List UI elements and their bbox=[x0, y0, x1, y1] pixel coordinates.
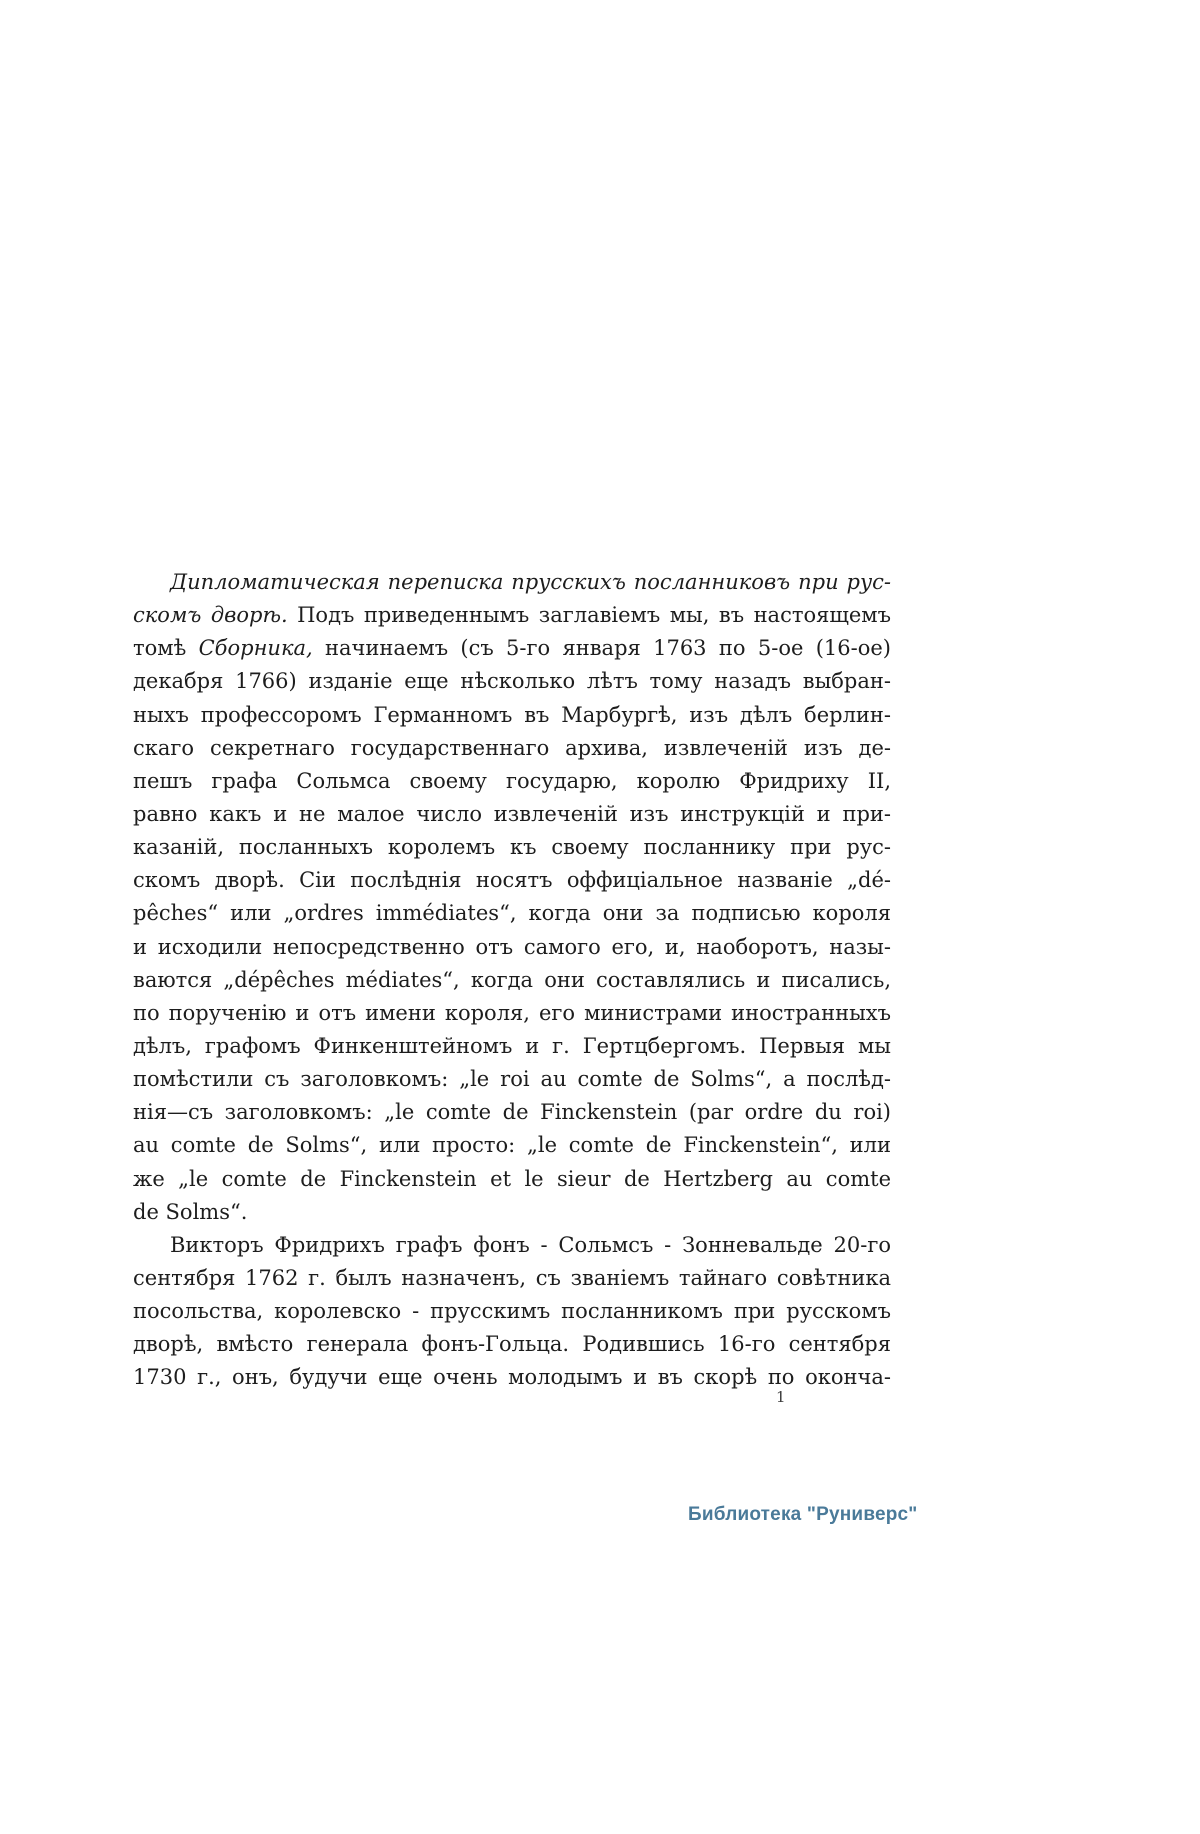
text-line bbox=[133, 1328, 891, 1361]
text-segment: и исходили непосредственно отъ самого его, и, наоборотъ, назы- bbox=[133, 934, 891, 959]
text-line bbox=[133, 997, 891, 1030]
text-line bbox=[133, 1229, 891, 1262]
text-segment: по порученію и отъ имени короля, его министрами иностранныхъ bbox=[133, 1000, 891, 1025]
text-segment: томѣ bbox=[133, 636, 199, 661]
text-segment: помѣстили съ заголовкомъ: „le roi au comte de Solms“, а послѣд- bbox=[133, 1067, 891, 1092]
italic-text-segment: Сборника, bbox=[198, 636, 313, 661]
page-number: 1 bbox=[776, 1388, 786, 1406]
text-line bbox=[133, 831, 891, 864]
text-segment: au comte de Solms“, или просто: „le comte de Finckenstein“, или bbox=[133, 1133, 891, 1158]
text-segment: сентября 1762 г. былъ назначенъ, съ званіемъ тайнаго совѣтника bbox=[133, 1265, 891, 1290]
text-segment: посольства, королевско - прусскимъ посланникомъ при русскомъ bbox=[133, 1299, 891, 1324]
text-line bbox=[133, 1129, 891, 1162]
text-line bbox=[133, 1096, 891, 1129]
text-segment: скомъ дворѣ. Сіи послѣднія носятъ оффиціальное названіе „dé- bbox=[133, 868, 891, 893]
text-line bbox=[133, 798, 891, 831]
text-segment: равно какъ и не малое число извлеченій изъ инструкцій и при- bbox=[133, 801, 891, 826]
text-segment: 1730 г., онъ, будучи еще очень молодымъ и въ скорѣ по оконча- bbox=[133, 1365, 891, 1390]
text-line bbox=[133, 632, 891, 665]
text-line bbox=[133, 1030, 891, 1063]
text-segment: пешъ графа Сольмса своему государю, королю Фридриху II, bbox=[133, 768, 891, 793]
text-line bbox=[133, 1262, 891, 1295]
text-line bbox=[133, 964, 891, 997]
library-watermark: Библиотека "Руниверс" bbox=[688, 1504, 918, 1525]
text-block bbox=[133, 566, 891, 1395]
text-line bbox=[133, 699, 891, 732]
text-line bbox=[133, 765, 891, 798]
text-segment: декабря 1766) изданіе еще нѣсколько лѣтъ тому назадъ выбран- bbox=[133, 669, 891, 694]
italic-text-segment: скомъ дворѣ. bbox=[133, 603, 288, 628]
text-segment: казаній, посланныхъ королемъ къ своему посланнику при рус- bbox=[133, 835, 891, 860]
text-segment: pêches“ или „ordres immédiates“, когда они за подписью короля bbox=[133, 901, 891, 926]
text-line bbox=[133, 599, 891, 632]
text-segment: ныхъ профессоромъ Германномъ въ Марбургѣ, изъ дѣлъ берлин- bbox=[133, 702, 891, 727]
text-segment: de Solms“. bbox=[133, 1199, 248, 1224]
text-line bbox=[133, 931, 891, 964]
text-segment: дворѣ, вмѣсто генерала фонъ-Гольца. Родившись 16-го сентября bbox=[133, 1332, 891, 1357]
text-segment: Подъ приведеннымъ заглавіемъ мы, въ настоящемъ bbox=[287, 603, 891, 628]
text-line bbox=[133, 864, 891, 897]
text-segment: Викторъ Фридрихъ графъ фонъ - Сольмсъ - Зонневальде 20-го bbox=[170, 1232, 891, 1257]
text-line bbox=[133, 665, 891, 698]
text-line bbox=[133, 566, 891, 599]
text-line bbox=[133, 897, 891, 930]
text-line bbox=[133, 1063, 891, 1096]
text-segment: ваются „dépêches médiates“, когда они составлялись и писались, bbox=[133, 967, 891, 992]
text-segment: начинаемъ (съ 5-го января 1763 по 5-ое (16-ое) bbox=[312, 636, 891, 661]
text-segment: нія—съ заголовкомъ: „le comte de Finckenstein (par ordre du roi) bbox=[133, 1100, 891, 1125]
text-segment: дѣлъ, графомъ Финкенштейномъ и г. Гертцбергомъ. Первыя мы bbox=[133, 1033, 891, 1058]
text-line bbox=[133, 1163, 891, 1196]
italic-text-segment: Дипломатическая переписка прусскихъ посланниковъ при рус- bbox=[170, 570, 891, 594]
text-line bbox=[133, 732, 891, 765]
text-segment: скаго секретнаго государственнаго архива, извлеченій изъ де- bbox=[133, 735, 891, 760]
text-line bbox=[133, 1295, 891, 1328]
text-line bbox=[133, 1196, 891, 1229]
text-segment: же „le comte de Finckenstein et le sieur de Hertzberg au comte bbox=[133, 1166, 891, 1191]
